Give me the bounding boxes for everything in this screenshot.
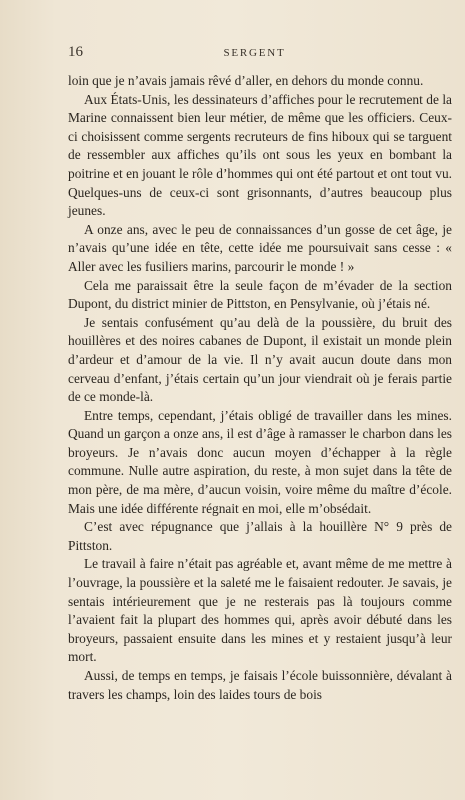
paragraph: Cela me paraissait être la seule façon de m’évader de la section Dupont, du district minier de Pittston, en Pensylvanie, où j’étais né. [68, 277, 452, 312]
running-head: SERGENT [223, 47, 286, 59]
paragraph: A onze ans, avec le peu de connaissances d’un gosse de cet âge, je n’avais qu’une idée en tête, cette idée me poursuivait sans cesse : « Aller avec les fusiliers marins, parcourir le monde ! » [68, 221, 452, 274]
paragraph: loin que je n’avais jamais rêvé d’aller, en dehors du monde connu. [68, 73, 424, 88]
page-body [68, 72, 452, 704]
paragraph: Je sentais confusément qu’au delà de la poussière, du bruit des houillères et des noires cabanes de Dupont, il existait un monde plein d’ardeur et d’amour de la vie. Il n’y avait aucun doute dans mon cerveau d’enfant, j’étais certain qu’un jour viendrait où je ferais partie de ce monde-là. [68, 314, 452, 405]
page-number: 16 [68, 44, 83, 60]
paragraph: Aussi, de temps en temps, je faisais l’école buissonnière, dévalant à travers les champs, loin des laides tours de bois [68, 668, 452, 702]
paragraph: Aux États-Unis, les dessinateurs d’affiches pour le recrutement de la Marine connaissent bien leur métier, de même que les officiers. Ceux-ci choisissent comme sergents recruteurs de fins hiboux qui se targuent de ressembler aux affiches qu’ils ont sous les yeux en bombant la poitrine et en jouant le rôle d’hommes qui ont été partout et ont tout vu. Quelques-uns de ceux-ci sont grisonnants, d’autres beaucoup plus jeunes. [68, 91, 452, 219]
page-header [68, 44, 441, 64]
paragraph: C’est avec répugnance que j’allais à la houillère N° 9 près de Pittston. [68, 519, 452, 553]
paragraph: Entre temps, cependant, j’étais obligé de travailler dans les mines. Quand un garçon a onze ans, il est d’âge à ramasser le charbon dans les broyeurs. Je n’avais donc aucun moyen d’échapper à la règle commune. Nulle autre aspiration, du reste, à mon sujet dans la tête de mon père, de ma mère, d’aucun voisin, voire même du maître d’école. Mais une idée différente régnait en moi, elle m’obsédait. [68, 407, 452, 516]
paragraph: Le travail à faire n’était pas agréable et, avant même de me mettre à l’ouvrage, la poussière et la saleté me le faisaient redouter. Je savais, je sentais intérieurement que je ne resterais pas là toujours comme l’avaient fait la plupart des hommes qui, après avoir débuté dans les broyeurs, passaient ensuite dans les mines et y restaient jusqu’à leur mort. [68, 556, 452, 665]
